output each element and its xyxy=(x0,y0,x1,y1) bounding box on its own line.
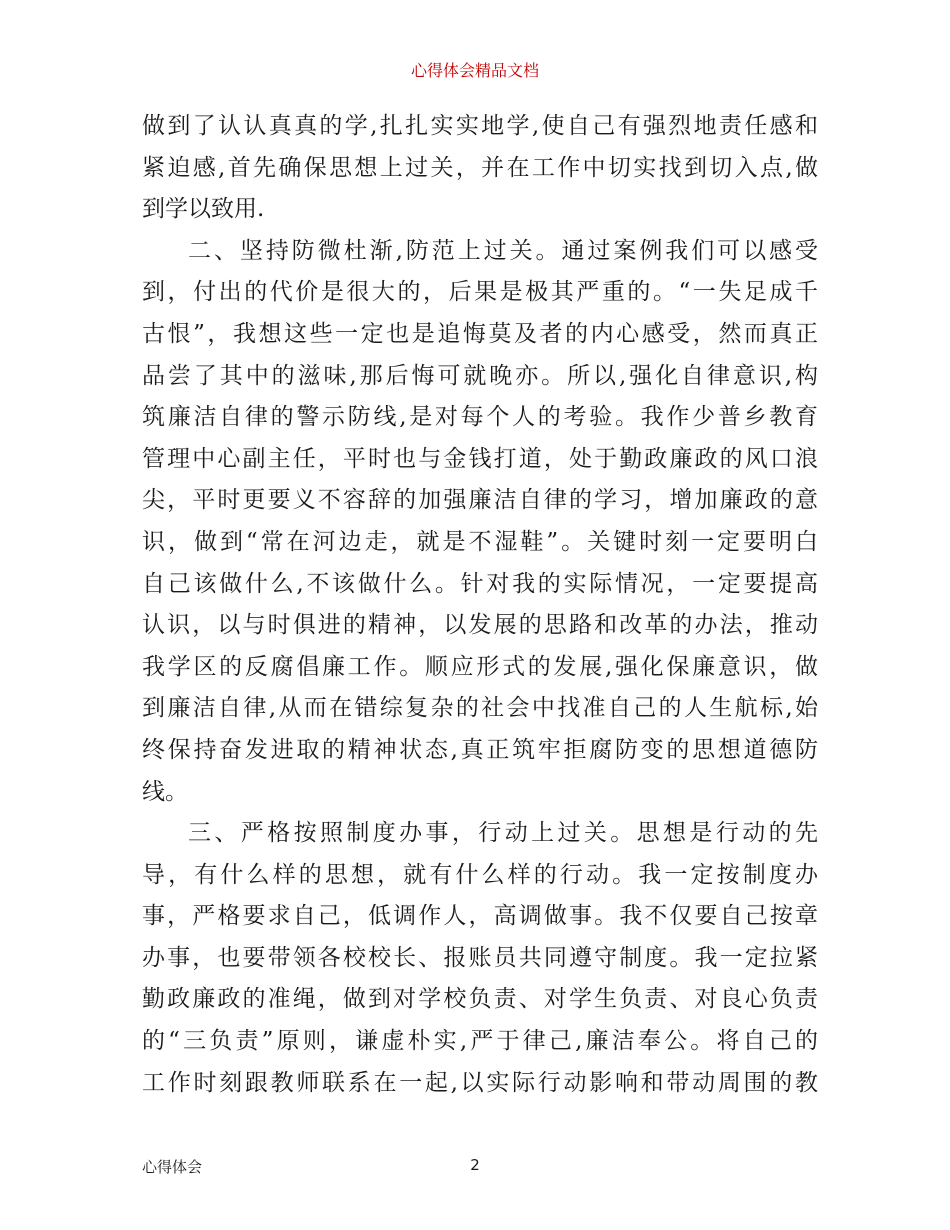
text-line: 品尝了其中的滋味,那后悔可就晚亦。所以,强化自律意识,构 xyxy=(142,362,818,389)
text-line: 工作时刻跟教师联系在一起,以实际行动影响和带动周围的教 xyxy=(142,1069,818,1096)
text-line: 勤政廉政的准绳，做到对学校负责、对学生负责、对良心负责 xyxy=(142,986,818,1013)
text-line: 识，做到“常在河边走，就是不湿鞋”。关键时刻一定要明白 xyxy=(142,528,818,555)
text-line: 导，有什么样的思想，就有什么样的行动。我一定按制度办 xyxy=(142,861,818,888)
text-line: 到，付出的代价是很大的，后果是极其严重的。“一失足成千 xyxy=(142,279,818,306)
text-line: 二、坚持防微杜渐,防范上过关。通过案例我们可以感受 xyxy=(188,237,818,264)
text-line: 做到了认认真真的学,扎扎实实地学,使自己有强烈地责任感和 xyxy=(142,113,818,139)
text-line: 古恨”，我想这些一定也是追悔莫及者的内心感受，然而真正 xyxy=(142,320,818,347)
text-line: 尖，平时更要义不容辞的加强廉洁自律的学习，增加廉政的意 xyxy=(142,487,818,514)
text-line: 管理中心副主任，平时也与金钱打道，处于勤政廉政的风口浪 xyxy=(142,445,818,472)
document-body xyxy=(142,106,818,1104)
text-line: 的“三负责”原则，谦虚朴实,严于律己,廉洁奉公。将自己的 xyxy=(142,1028,818,1055)
text-line: 自己该做什么,不该做什么。针对我的实际情况，一定要提高 xyxy=(142,570,818,597)
text-line: 我学区的反腐倡廉工作。顺应形式的发展,强化保廉意识，做 xyxy=(142,653,818,680)
text-line: 线。 xyxy=(142,778,188,805)
text-line: 办事，也要带领各校校长、报账员共同遵守制度。我一定拉紧 xyxy=(142,944,818,971)
footer-label: 心得体会 xyxy=(142,1158,203,1176)
page-number: 2 xyxy=(470,1156,480,1174)
text-line: 事，严格要求自己，低调作人，高调做事。我不仅要自己按章 xyxy=(142,903,818,930)
text-line: 认识，以与时俱进的精神，以发展的思路和改革的办法，推动 xyxy=(142,612,818,639)
text-line: 三、严格按照制度办事，行动上过关。思想是行动的先 xyxy=(188,820,818,847)
text-line: 到学以致用. xyxy=(142,196,265,223)
text-line: 筑廉洁自律的警示防线,是对每个人的考验。我作少普乡教育 xyxy=(142,404,818,431)
text-line: 终保持奋发进取的精神状态,真正筑牢拒腐防变的思想道德防 xyxy=(142,736,818,763)
text-line: 到廉洁自律,从而在错综复杂的社会中找准自己的人生航标,始 xyxy=(142,695,818,722)
page-header-title: 心得体会精品文档 xyxy=(410,61,539,80)
text-line: 紧迫感,首先确保思想上过关，并在工作中切实找到切入点,做 xyxy=(142,154,818,181)
